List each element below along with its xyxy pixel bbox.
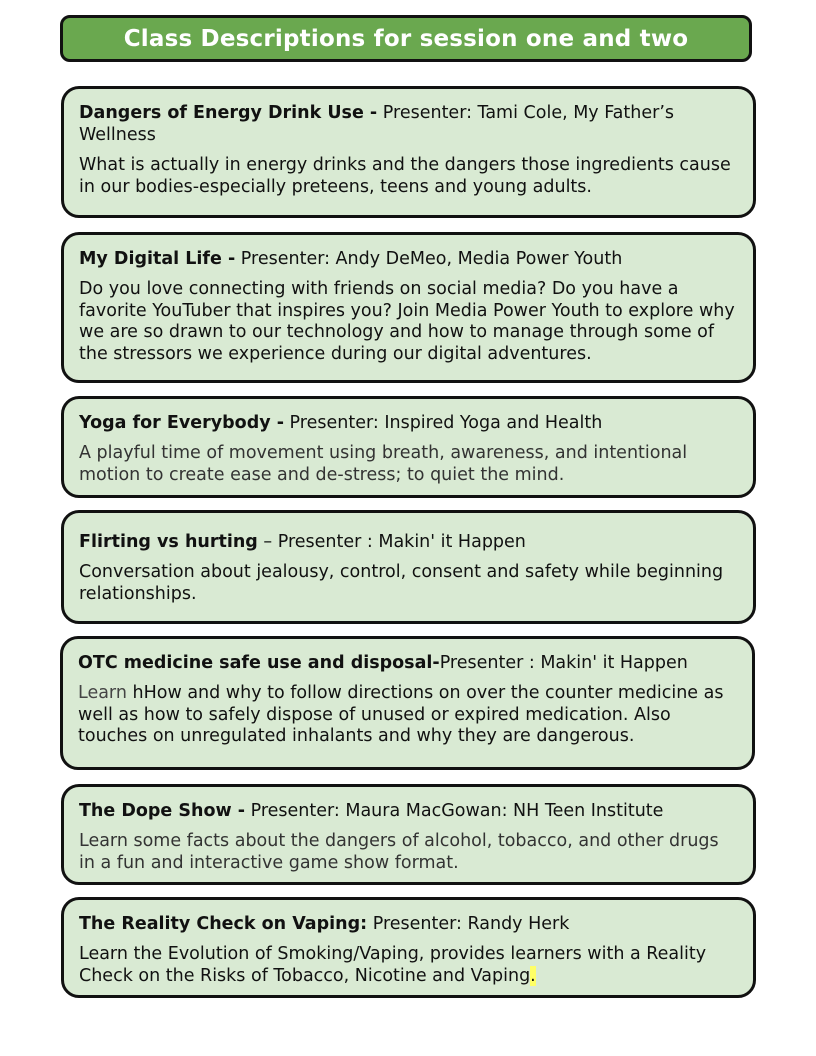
class-description: What is actually in energy drinks and the dangers those ingredients cause in our bodies-especially preteens, teens and young adults. <box>79 155 731 197</box>
class-card-flirting <box>61 510 756 624</box>
class-description: Do you love connecting with friends on social media? Do you have a favorite YouTuber that inspires you? Join Media Power Youth to explore why we are so drawn to our technology and how to manage through some of the stressors we experience during our digital adventures. <box>79 279 735 364</box>
class-presenter: Presenter: Inspired Yoga and Health <box>283 413 603 433</box>
class-title: My Digital Life - <box>79 249 236 269</box>
class-title: The Dope Show - <box>79 801 246 821</box>
page-title: Class Descriptions for session one and two <box>123 25 689 52</box>
class-description: Conversation about jealousy, control, consent and safety while beginning relationships. <box>79 562 724 604</box>
class-heading <box>79 913 739 935</box>
class-heading <box>79 531 739 553</box>
class-description <box>78 683 738 748</box>
class-presenter: Presenter: Andy DeMeo, Media Power Youth <box>235 249 623 269</box>
class-heading <box>79 248 739 270</box>
class-title: Dangers of Energy Drink Use - <box>79 103 378 123</box>
page-header <box>60 15 752 62</box>
class-presenter: Presenter: Randy Herk <box>367 914 570 934</box>
class-card-vaping <box>61 897 756 998</box>
class-card-digital-life <box>61 232 756 383</box>
class-presenter: – Presenter : Makin' it Happen <box>257 532 526 552</box>
class-presenter: Presenter : Makin' it Happen <box>439 653 688 673</box>
class-description <box>79 944 739 987</box>
class-card-otc-medicine <box>60 636 755 770</box>
class-title: The Reality Check on Vaping: <box>79 914 368 934</box>
class-heading <box>79 102 739 146</box>
class-presenter: Presenter: Maura MacGowan: NH Teen Institute <box>245 801 664 821</box>
class-title: Flirting vs hurting <box>79 532 258 552</box>
class-card-energy-drinks <box>61 86 756 218</box>
class-description: Learn some facts about the dangers of alcohol, tobacco, and other drugs in a fun and interactive game show format. <box>79 831 719 873</box>
class-description-lead: Learn <box>78 683 127 703</box>
class-card-yoga <box>61 396 756 498</box>
class-heading <box>78 652 738 674</box>
class-card-dope-show <box>61 784 756 885</box>
class-description: A playful time of movement using breath, awareness, and intentional motion to create ease and de-stress; to quiet the mind. <box>79 443 688 485</box>
class-description-body: Learn the Evolution of Smoking/Vaping, provides learners with a Reality Check on the Risks of Tobacco, Nicotine and Vaping <box>79 944 707 986</box>
class-title: Yoga for Everybody - <box>79 413 284 433</box>
highlighted-period: . <box>530 965 536 986</box>
class-description-body: hHow and why to follow directions on over the counter medicine as well as how to safely dispose of unused or expired medication. Also touches on unregulated inhalants and why they are dangerous. <box>78 683 724 746</box>
class-title: OTC medicine safe use and disposal- <box>78 653 440 673</box>
class-heading <box>79 412 739 434</box>
class-heading <box>79 800 739 822</box>
class-presenter: Presenter: Tami Cole, My Father’s Wellness <box>79 103 675 145</box>
